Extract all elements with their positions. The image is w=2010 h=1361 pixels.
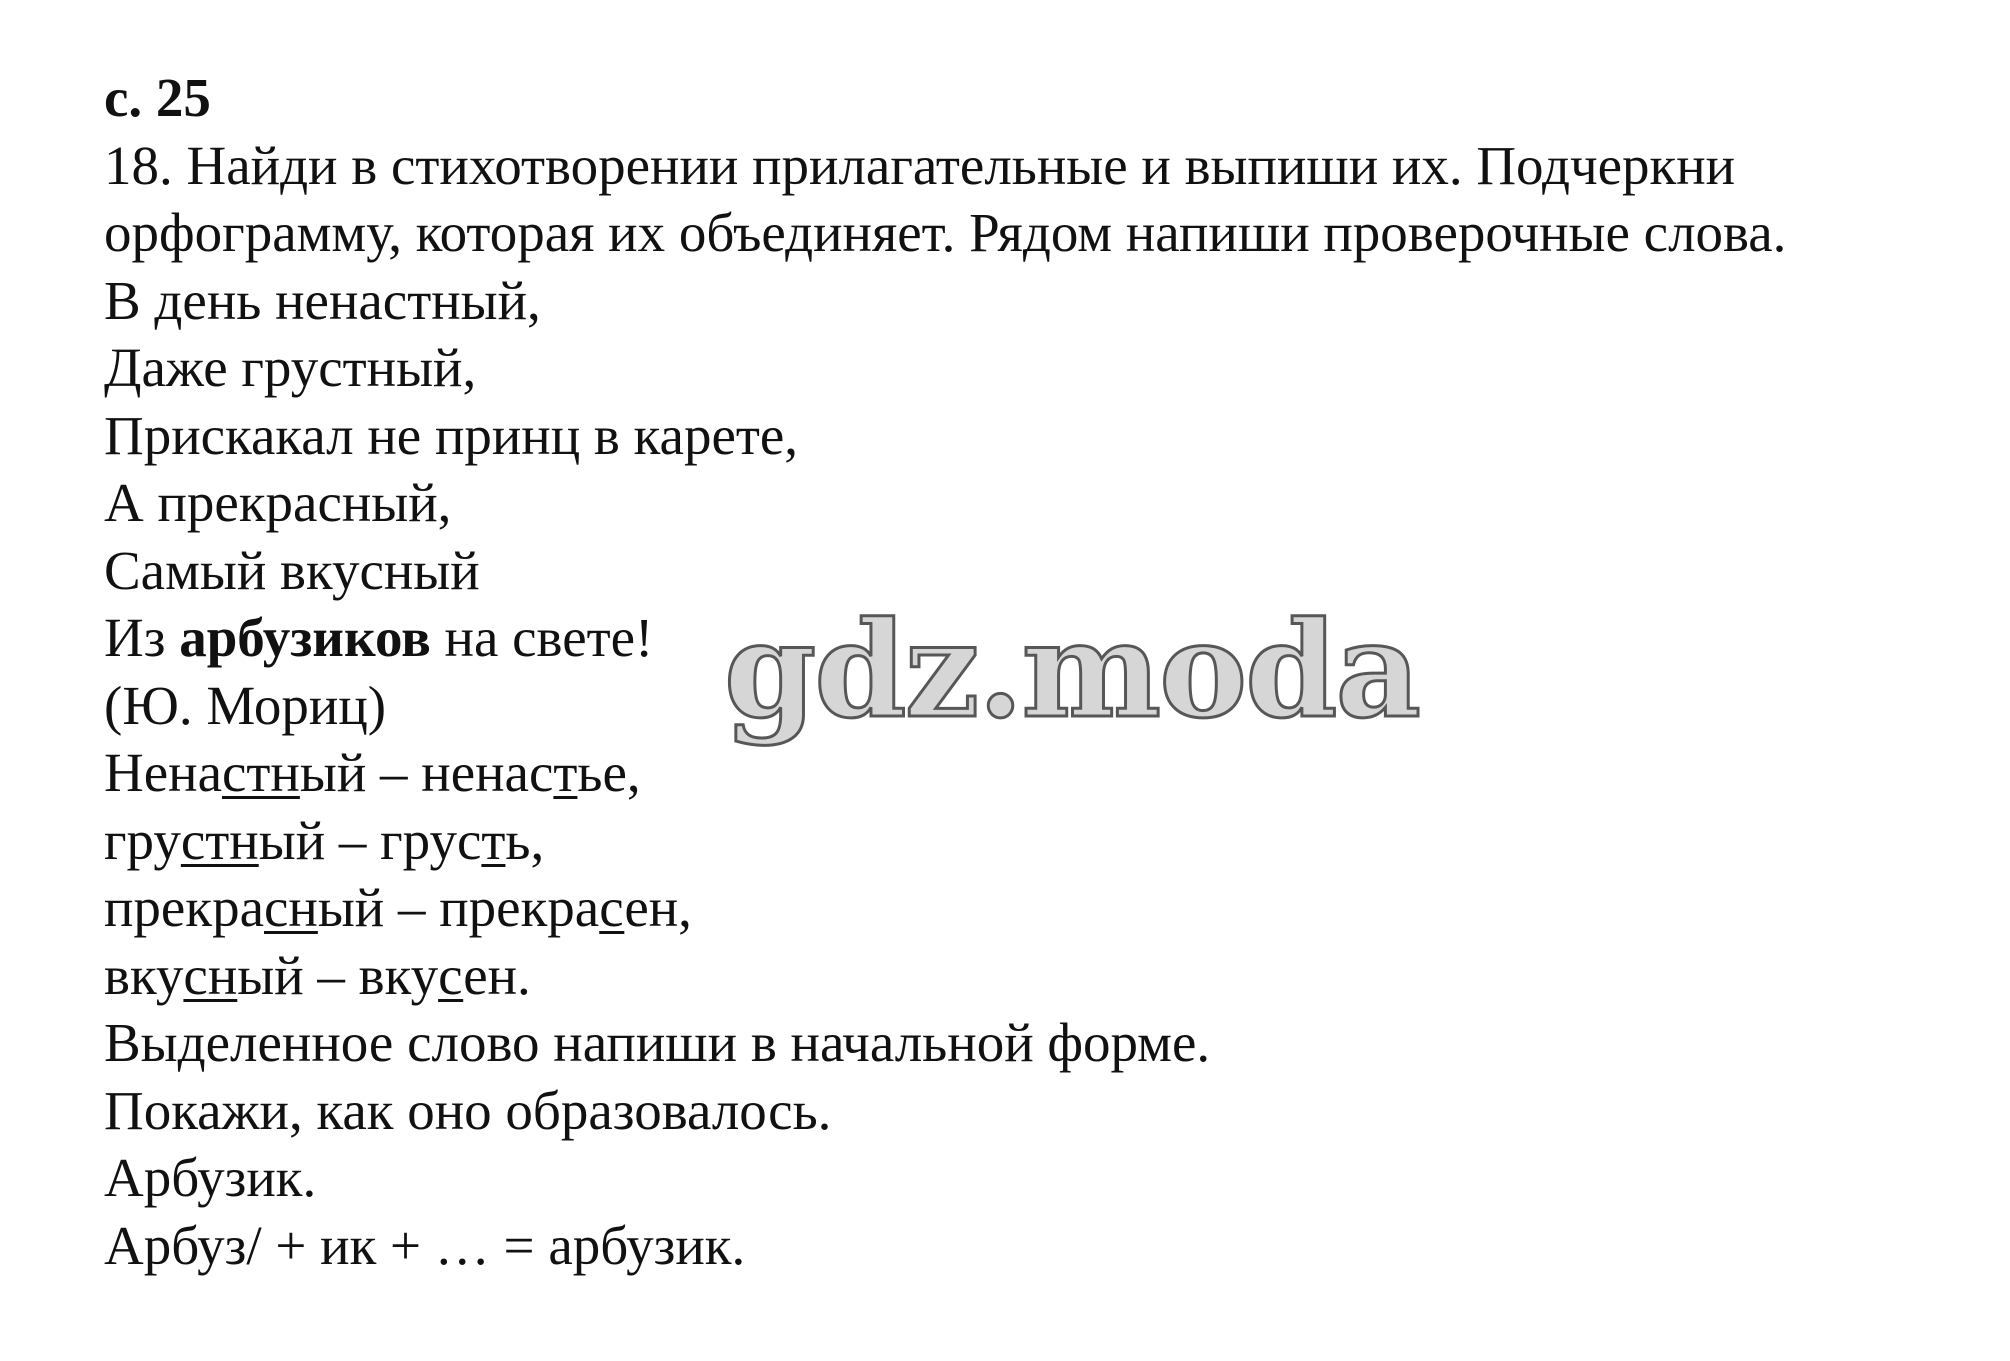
answer-part: ь, — [505, 809, 545, 871]
page-number-heading: с. 25 — [104, 67, 211, 128]
poem-author: (Ю. Мориц) — [104, 674, 387, 736]
task-text-line-1: 18. Найди в стихотворении прилагательные и выпиши их. Подчеркни — [104, 134, 1736, 196]
task2-line-1: Выделенное слово напиши в начальной форме. — [104, 1012, 1211, 1073]
underlined-check-letter: с — [438, 944, 464, 1006]
task2-line-2: Покажи, как оно образовалось. — [104, 1079, 832, 1141]
answer-part: ье, — [577, 742, 641, 803]
underlined-orthogram: сн — [263, 877, 318, 938]
answer-part: ен. — [463, 944, 531, 1006]
task2-answer-1: Арбузик. — [104, 1147, 317, 1208]
underlined-orthogram: стн — [180, 809, 259, 871]
poem-line-6-suffix: на свете! — [430, 607, 654, 668]
answer-part: ый – грус — [258, 809, 482, 871]
poem-line-2: Даже грустный, — [104, 337, 477, 398]
answer-part: гру — [104, 809, 181, 871]
answer-line-3 — [104, 874, 1984, 942]
answer-part: прекра — [104, 877, 264, 938]
poem-line-5: Самый вкусный — [104, 539, 480, 601]
highlighted-word: арбузиков — [179, 607, 431, 668]
underlined-check-letter: с — [599, 877, 625, 938]
answer-part: ый – вку — [237, 944, 439, 1006]
answer-line-1 — [104, 739, 1984, 807]
answer-line-4 — [104, 942, 1984, 1010]
underlined-orthogram: стн — [221, 742, 300, 803]
poem-line-3: Прискакал не принц в карете, — [104, 404, 799, 466]
answer-part: Нена — [104, 742, 222, 803]
task2-answer-2: Арбуз/ + ик + … = арбузик. — [104, 1214, 746, 1276]
answer-line-2 — [104, 807, 1984, 875]
watermark-logo: gdz.moda — [724, 593, 1420, 748]
underlined-check-letter: т — [553, 742, 578, 803]
answer-part: ый – ненас — [299, 742, 554, 803]
answer-part: вку — [104, 944, 184, 1006]
poem-line-1: В день ненастный, — [104, 269, 541, 331]
poem-line-4: А прекрасный, — [104, 472, 452, 533]
underlined-orthogram: сн — [183, 944, 238, 1006]
task-text-line-2: орфограмму, которая их объединяет. Рядом напиши проверочные слова. — [104, 202, 1787, 263]
answer-part: ый – прекра — [317, 877, 600, 938]
answer-part: ен, — [624, 877, 692, 938]
poem-line-6-prefix: Из — [104, 607, 180, 668]
underlined-check-letter: т — [481, 809, 506, 871]
